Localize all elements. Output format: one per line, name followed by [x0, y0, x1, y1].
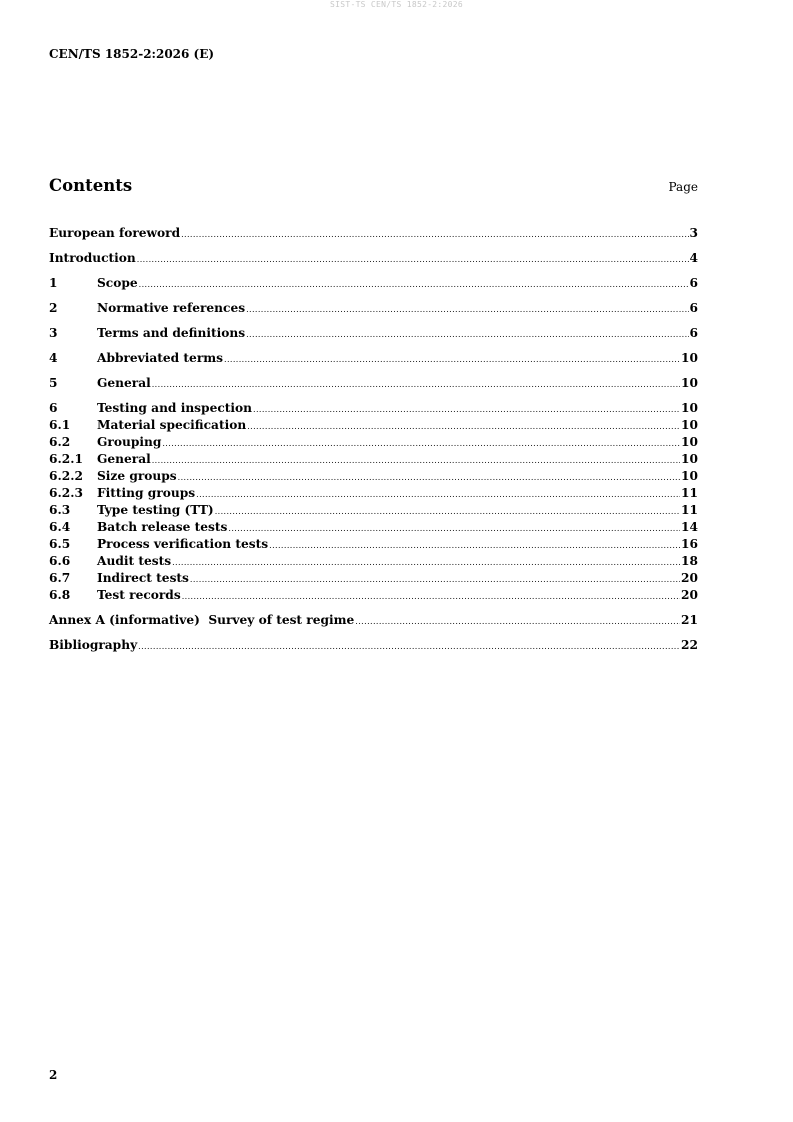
toc-entry-number: 6.2.3: [49, 486, 83, 500]
toc-entry-title: Size groups: [97, 469, 177, 483]
toc-leader-dots: [196, 490, 680, 499]
toc-entry-grouping-general[interactable]: [49, 452, 698, 469]
toc-leader-dots: [215, 507, 680, 516]
table-of-contents: [49, 226, 698, 655]
toc-leader-dots: [172, 558, 680, 567]
toc-entry-number: 2: [49, 301, 58, 315]
toc-entry-number: 6.2.2: [49, 469, 83, 483]
toc-entry-title: European foreword: [49, 226, 181, 240]
toc-entry-number: 6.1: [49, 418, 71, 432]
toc-entry-page: 10: [681, 376, 698, 390]
toc-entry-title: Scope: [97, 276, 138, 290]
toc-entry-european-foreword[interactable]: [49, 226, 698, 243]
toc-entry-fitting-groups[interactable]: [49, 486, 698, 503]
toc-entry-page: 6: [689, 326, 698, 340]
toc-entry-page: 18: [681, 554, 698, 568]
toc-entry-indirect-tests[interactable]: [49, 571, 698, 588]
toc-entry-page: 6: [689, 276, 698, 290]
toc-entry-page: 10: [681, 401, 698, 415]
toc-entry-terms-and-definitions[interactable]: [49, 326, 698, 343]
toc-entry-number: 6: [49, 401, 58, 415]
toc-entry-number: 6.2.1: [49, 452, 83, 466]
toc-entry-number: 6.8: [49, 588, 71, 602]
toc-entry-size-groups[interactable]: [49, 469, 698, 486]
toc-entry-batch-release-tests[interactable]: [49, 520, 698, 537]
toc-entry-title: Test records: [97, 588, 181, 602]
toc-leader-dots: [228, 524, 680, 533]
toc-entry-material-specification[interactable]: [49, 418, 698, 435]
toc-entry-page: 10: [681, 435, 698, 449]
toc-entry-number: 6.5: [49, 537, 71, 551]
toc-entry-page: 20: [681, 588, 698, 602]
toc-leader-dots: [139, 280, 689, 289]
toc-entry-abbreviated-terms[interactable]: [49, 351, 698, 368]
toc-entry-number: 6.3: [49, 503, 71, 517]
toc-leader-dots: [182, 592, 680, 601]
toc-entry-title: Testing and inspection: [97, 401, 252, 415]
toc-leader-dots: [181, 230, 688, 239]
toc-entry-title: Annex A (informative) Survey of test regime: [49, 613, 355, 627]
toc-entry-testing-and-inspection[interactable]: [49, 401, 698, 418]
toc-entry-number: 6.2: [49, 435, 71, 449]
toc-entry-title: Audit tests: [97, 554, 172, 568]
toc-entry-title: General: [97, 452, 151, 466]
toc-entry-annex-a[interactable]: [49, 613, 698, 630]
toc-entry-title: Abbreviated terms: [97, 351, 223, 365]
toc-entry-number: 3: [49, 326, 58, 340]
toc-entry-page: 21: [681, 613, 698, 627]
toc-entry-title: Bibliography: [49, 638, 138, 652]
toc-entry-page: 10: [681, 452, 698, 466]
toc-entry-number: 5: [49, 376, 58, 390]
toc-leader-dots: [247, 422, 680, 431]
toc-leader-dots: [152, 456, 680, 465]
toc-leader-dots: [246, 305, 688, 314]
toc-entry-page: 16: [681, 537, 698, 551]
toc-leader-dots: [355, 617, 680, 626]
toc-entry-page: 10: [681, 418, 698, 432]
toc-entry-page: 14: [681, 520, 698, 534]
toc-entry-title: Normative references: [97, 301, 246, 315]
toc-leader-dots: [224, 355, 680, 364]
watermark-text: SIST-TS CEN/TS 1852-2:2026: [329, 0, 464, 9]
toc-entry-page: 20: [681, 571, 698, 585]
toc-entry-audit-tests[interactable]: [49, 554, 698, 571]
page-column-label: Page: [668, 180, 698, 194]
toc-entry-number: 4: [49, 351, 58, 365]
toc-entry-number: 6.6: [49, 554, 71, 568]
toc-leader-dots: [137, 255, 689, 264]
toc-leader-dots: [269, 541, 680, 550]
toc-entry-title: Process verification tests: [97, 537, 269, 551]
toc-entry-page: 11: [681, 486, 698, 500]
toc-leader-dots: [253, 405, 680, 414]
toc-entry-page: 11: [681, 503, 698, 517]
toc-entry-page: 3: [689, 226, 698, 240]
toc-entry-page: 4: [689, 251, 698, 265]
toc-entry-type-testing[interactable]: [49, 503, 698, 520]
toc-leader-dots: [190, 575, 680, 584]
toc-leader-dots: [162, 439, 680, 448]
toc-entry-title: Grouping: [97, 435, 162, 449]
toc-entry-title: Indirect tests: [97, 571, 189, 585]
toc-leader-dots: [138, 642, 680, 651]
toc-entry-page: 10: [681, 469, 698, 483]
toc-entry-title: Terms and definitions: [97, 326, 246, 340]
toc-leader-dots: [246, 330, 688, 339]
toc-leader-dots: [152, 380, 680, 389]
toc-entry-number: 6.7: [49, 571, 71, 585]
toc-entry-normative-references[interactable]: [49, 301, 698, 318]
toc-entry-page: 22: [681, 638, 698, 652]
page-number: 2: [49, 1068, 58, 1082]
toc-entry-scope[interactable]: [49, 276, 698, 293]
document-identifier: CEN/TS 1852-2:2026 (E): [49, 47, 215, 61]
toc-entry-title: Batch release tests: [97, 520, 228, 534]
toc-entry-general[interactable]: [49, 376, 698, 393]
toc-entry-page: 10: [681, 351, 698, 365]
toc-entry-page: 6: [689, 301, 698, 315]
toc-entry-grouping[interactable]: [49, 435, 698, 452]
toc-entry-title: Fitting groups: [97, 486, 196, 500]
toc-entry-title: Introduction: [49, 251, 136, 265]
toc-entry-process-verification-tests[interactable]: [49, 537, 698, 554]
toc-entry-bibliography[interactable]: [49, 638, 698, 655]
toc-entry-title: Material specification: [97, 418, 247, 432]
toc-entry-title: General: [97, 376, 151, 390]
toc-leader-dots: [178, 473, 680, 482]
toc-entry-number: 1: [49, 276, 58, 290]
toc-entry-introduction[interactable]: [49, 251, 698, 268]
contents-heading: Contents: [49, 176, 133, 195]
toc-entry-number: 6.4: [49, 520, 71, 534]
toc-entry-test-records[interactable]: [49, 588, 698, 605]
toc-entry-title: Type testing (TT): [97, 503, 214, 517]
